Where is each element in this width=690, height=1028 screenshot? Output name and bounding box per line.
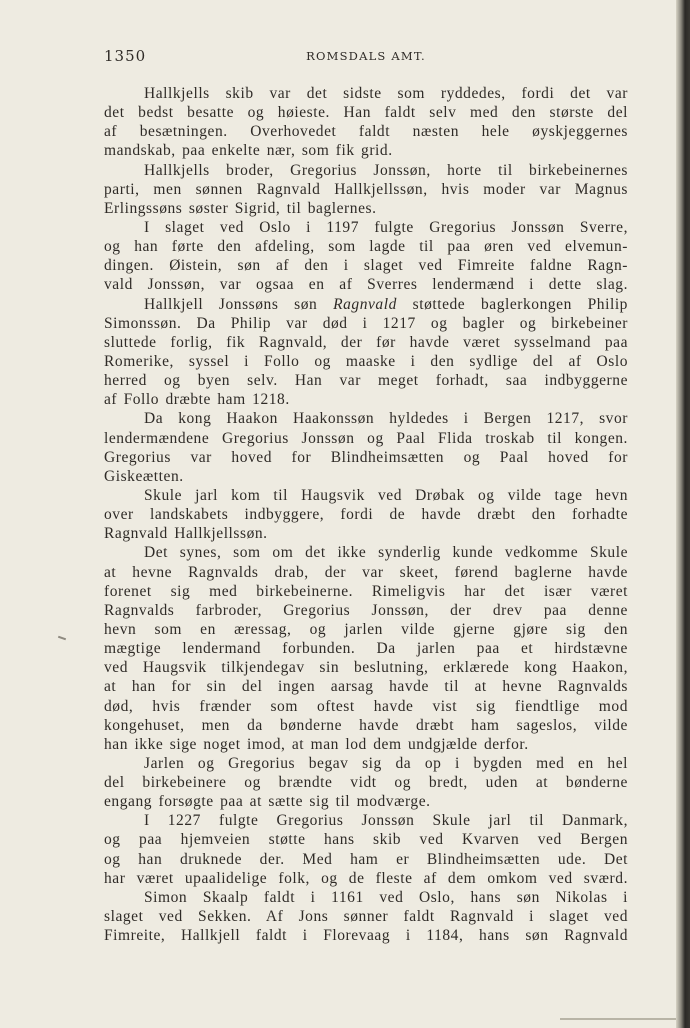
text-line: og paa hjemveien støtte hans skib ved Kvarven ved Bergen	[104, 831, 628, 849]
text-line: Skule jarl kom til Haugsvik ved Drøbak og vilde tage hevn	[144, 486, 628, 504]
text-line: Da kong Haakon Haakonssøn hyldedes i Bergen 1217, svor	[144, 410, 628, 428]
text-line: herred og byen selv. Han var meget forhadt, saa indbyggerne	[104, 372, 628, 390]
page-edge	[560, 1018, 676, 1020]
text-line: parti, men sønnen Ragnvald Hallkjellssøn, hvis moder var Magnus	[104, 180, 628, 198]
margin-mark	[58, 636, 66, 641]
text-line: Ragnvalds farbroder, Gregorius Jonssøn, der drev paa denne	[104, 601, 628, 619]
text-line: slaget ved Sekken. Af Jons sønner faldt Ragnvald i slaget ved	[104, 908, 628, 926]
text-line: Ragnvald Hallkjellssøn.	[104, 525, 268, 543]
text-line: Gregorius var hoved for Blindheimsætten og Paal hoved for	[104, 448, 628, 466]
text-line: og han førte den afdeling, som lagde til paa øren ved elvemun-	[104, 238, 628, 256]
running-head: ROMSDALS AMT.	[306, 49, 426, 63]
text-line: dingen. Øistein, søn af den i slaget ved Fimreite faldne Ragn-	[104, 257, 628, 275]
text-line	[104, 295, 628, 314]
text-line: del birkebeinere og brændte vidt og bredt, uden at bønderne	[104, 774, 628, 792]
text-line: og han druknede der. Med ham er Blindheimsætten ude. Det	[104, 850, 628, 868]
text-line: forenet sig med birkebeinerne. Rimeligvis har det især været	[104, 582, 628, 600]
text-line: kongehuset, men da bønderne havde dræbt ham sageslos, vilde	[104, 716, 628, 734]
text-line: Erlingssøns søster Sigrid, til baglernes.	[104, 199, 377, 217]
text-line: det bedst besatte og høieste. Han faldt selv med den største del	[104, 104, 628, 122]
text-line: lendermændene Gregorius Jonssøn og Paal Flida troskab til kongen.	[104, 429, 628, 447]
text-line: engang forsøgte paa at sætte sig til modværge.	[104, 793, 431, 811]
text-line: I 1227 fulgte Gregorius Jonssøn Skule jarl til Danmark,	[144, 812, 628, 830]
text-line: Simon Skaalp faldt i 1161 ved Oslo, hans søn Nikolas i	[144, 888, 628, 906]
text-line: Simonssøn. Da Philip var død i 1217 og bagler og birkebeiner	[104, 314, 628, 332]
page-number: 1350	[104, 47, 147, 65]
body-text	[104, 84, 628, 945]
text-line: ved Haugsvik tilkjendegav sin beslutning, erklærede kong Haakon,	[104, 659, 628, 677]
text-line: Det synes, som om det ikke synderlig kunde vedkomme Skule	[144, 544, 628, 562]
text-segment: Hallkjell Jonssøns søn	[144, 295, 318, 313]
text-line: har været upaalidelige folk, og de fleste af dem omkom ved sværd.	[104, 869, 628, 887]
text-line: hevn som en æressag, og jarlen vilde gjerne gjøre sig den	[104, 620, 628, 638]
text-line: over landskabets indbyggere, fordi de havde dræbt den forhadte	[104, 506, 628, 524]
text-line: mandskab, paa enkelte nær, som fik grid.	[104, 142, 393, 160]
text-line: af Follo dræbte ham 1218.	[104, 391, 290, 409]
text-line: Fimreite, Hallkjell faldt i Florevaag i 1184, hans søn Ragnvald	[104, 927, 628, 945]
text-segment: støttede baglerkongen Philip	[412, 295, 628, 313]
text-line: Romerike, syssel i Follo og maaske i den sydlige del af Oslo	[104, 352, 628, 370]
text-line: at hevne Ragnvalds drab, der var skeet, førend baglerne havde	[104, 563, 628, 581]
italic-name: Ragnvald	[333, 295, 397, 313]
text-line: sluttede forlig, fik Ragnvald, der før havde været sysselmand paa	[104, 333, 628, 351]
page-header	[104, 47, 628, 67]
text-line: Giskeætten.	[104, 467, 184, 485]
text-line: I slaget ved Oslo i 1197 fulgte Gregorius Jonssøn Sverre,	[144, 218, 628, 236]
text-line: Hallkjells broder, Gregorius Jonssøn, horte til birkebeinernes	[144, 161, 628, 179]
text-line: at han for sin del ingen aarsag havde til at hevne Ragnvalds	[104, 678, 628, 696]
text-line: Hallkjells skib var det sidste som ryddedes, fordi det var	[144, 85, 628, 102]
text-line: af besætningen. Overhovedet faldt næsten hele øyskjeggernes	[104, 123, 628, 141]
text-line: mægtige lendermand forbunden. Da jarlen paa et hirdstævne	[104, 640, 628, 658]
text-line: død, hvis frænder som oftest havde vist sig fiendtlige mod	[104, 697, 628, 715]
text-line: han ikke sige noget imod, at man lod dem undgjælde derfor.	[104, 735, 529, 753]
text-line: Jarlen og Gregorius begav sig da op i bygden med en hel	[144, 754, 628, 772]
book-spine-shadow	[676, 0, 690, 1028]
text-line: vald Jonssøn, var ogsaa en af Sverres lendermænd i dette slag.	[104, 276, 628, 294]
